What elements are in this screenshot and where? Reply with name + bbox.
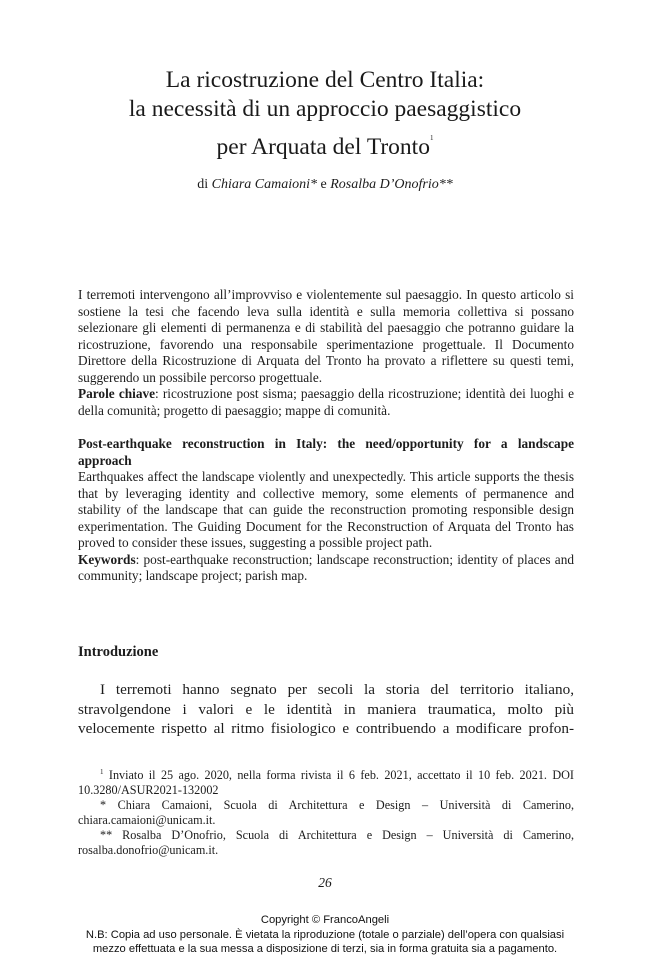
abstract-it-text: I terremoti intervengono all’improvviso e violentemente sul paesaggio. In questo articolo si sostiene la tesi che facendo leva sulla identità e sulla memoria collettiva si possano selezionare gli elementi di permanenza e di stabilità del paesaggio che potranno guidare la ricostruzione, favorendo una responsabile sperimentazione progettuale. Il Documento Direttore della Ricostruzione di Arquata del Tronto ha provato a riflettere su questi temi, suggerendo un possibile percorso progettuale. xyxy=(78,287,574,385)
author-2: Rosalba D’Onofrio** xyxy=(330,177,453,192)
keywords-en: : post-earthquake reconstruction; landscape reconstruction; identity of places and community; landscape project; parish map. xyxy=(78,551,574,583)
section-heading: Introduzione xyxy=(78,644,159,660)
title-line-2: la necessità di un approccio paesaggistico xyxy=(128,96,522,122)
title-footnote-mark[interactable]: 1 xyxy=(429,134,434,142)
author-prefix: di xyxy=(197,177,209,192)
keywords-label-it: Parole chiave xyxy=(78,386,156,401)
footnote-1-mark: 1 xyxy=(100,768,104,776)
abstract-en-text: Earthquakes affect the landscape violently and unexpectedly. This article supports the thesis that by leveraging identity and collective memory, some elements of permanence and stability of the landscape that can guide the reconstruction promoting responsible design experimentation. The Guiding Document for the Reconstruction of Arquata del Tronto has proved to consider these issues, suggesting a possible project path. xyxy=(78,469,574,550)
body-paragraph xyxy=(78,680,574,739)
copyright-notice xyxy=(0,913,650,957)
author-line xyxy=(60,176,590,194)
title-line-3 xyxy=(60,124,590,162)
copyright-line-3: mezzo effettuata e la sua messa a disposizione di terzi, sia in forma gratuita sia a pagamento. xyxy=(92,943,558,955)
author-conjunction: e xyxy=(320,177,327,192)
abstract-english xyxy=(78,469,574,585)
title-line-1: La ricostruzione del Centro Italia: xyxy=(165,67,485,93)
footnote-1 xyxy=(78,765,574,798)
copyright-line-2: N.B: Copia ad uso personale. È vietata la riproduzione (totale o parziale) dell’opera con qualsiasi xyxy=(85,928,565,941)
keywords-it: : ricostruzione post sisma; paesaggio della ricostruzione; identità dei luoghi e della comunità; progetto di paesaggio; mappe di comunità. xyxy=(78,386,574,418)
page-number: 26 xyxy=(318,875,332,890)
abstract-en-keywords xyxy=(78,552,574,585)
keywords-label-en: Keywords xyxy=(78,551,136,567)
footnote-3: ** Rosalba D’Onofrio, Scuola di Architettura e Design – Università di Camerino, rosalba.donofrio@unicam.it. xyxy=(78,828,574,857)
article-title xyxy=(60,66,590,162)
footnote-1-text: Inviato il 25 ago. 2020, nella forma rivista il 6 feb. 2021, accettato il 10 feb. 2021. DOI 10.3280/ASUR2021-132002 xyxy=(78,768,574,797)
footnotes xyxy=(78,765,574,858)
copyright-line-1: Copyright © FrancoAngeli xyxy=(260,914,390,926)
english-title: Post-earthquake reconstruction in Italy: the need/opportunity for a landscape approach xyxy=(78,436,574,468)
abstract-italian xyxy=(78,287,574,419)
footnote-2: * Chiara Camaioni, Scuola di Architettura e Design – Università di Camerino, chiara.camaioni@unicam.it. xyxy=(78,798,574,827)
author-1: Chiara Camaioni* xyxy=(211,177,318,192)
title-line-3-text: per Arquata del Tronto xyxy=(216,134,430,160)
body-text: I terremoti hanno segnato per secoli la storia del territorio italiano, stravolgendone i valori e le identità in maniera traumatica, molto più velocemente rispetto al ritmo fisiologico e contribuendo a modificare profon- xyxy=(78,681,574,737)
abstract-it-keywords xyxy=(78,386,574,419)
